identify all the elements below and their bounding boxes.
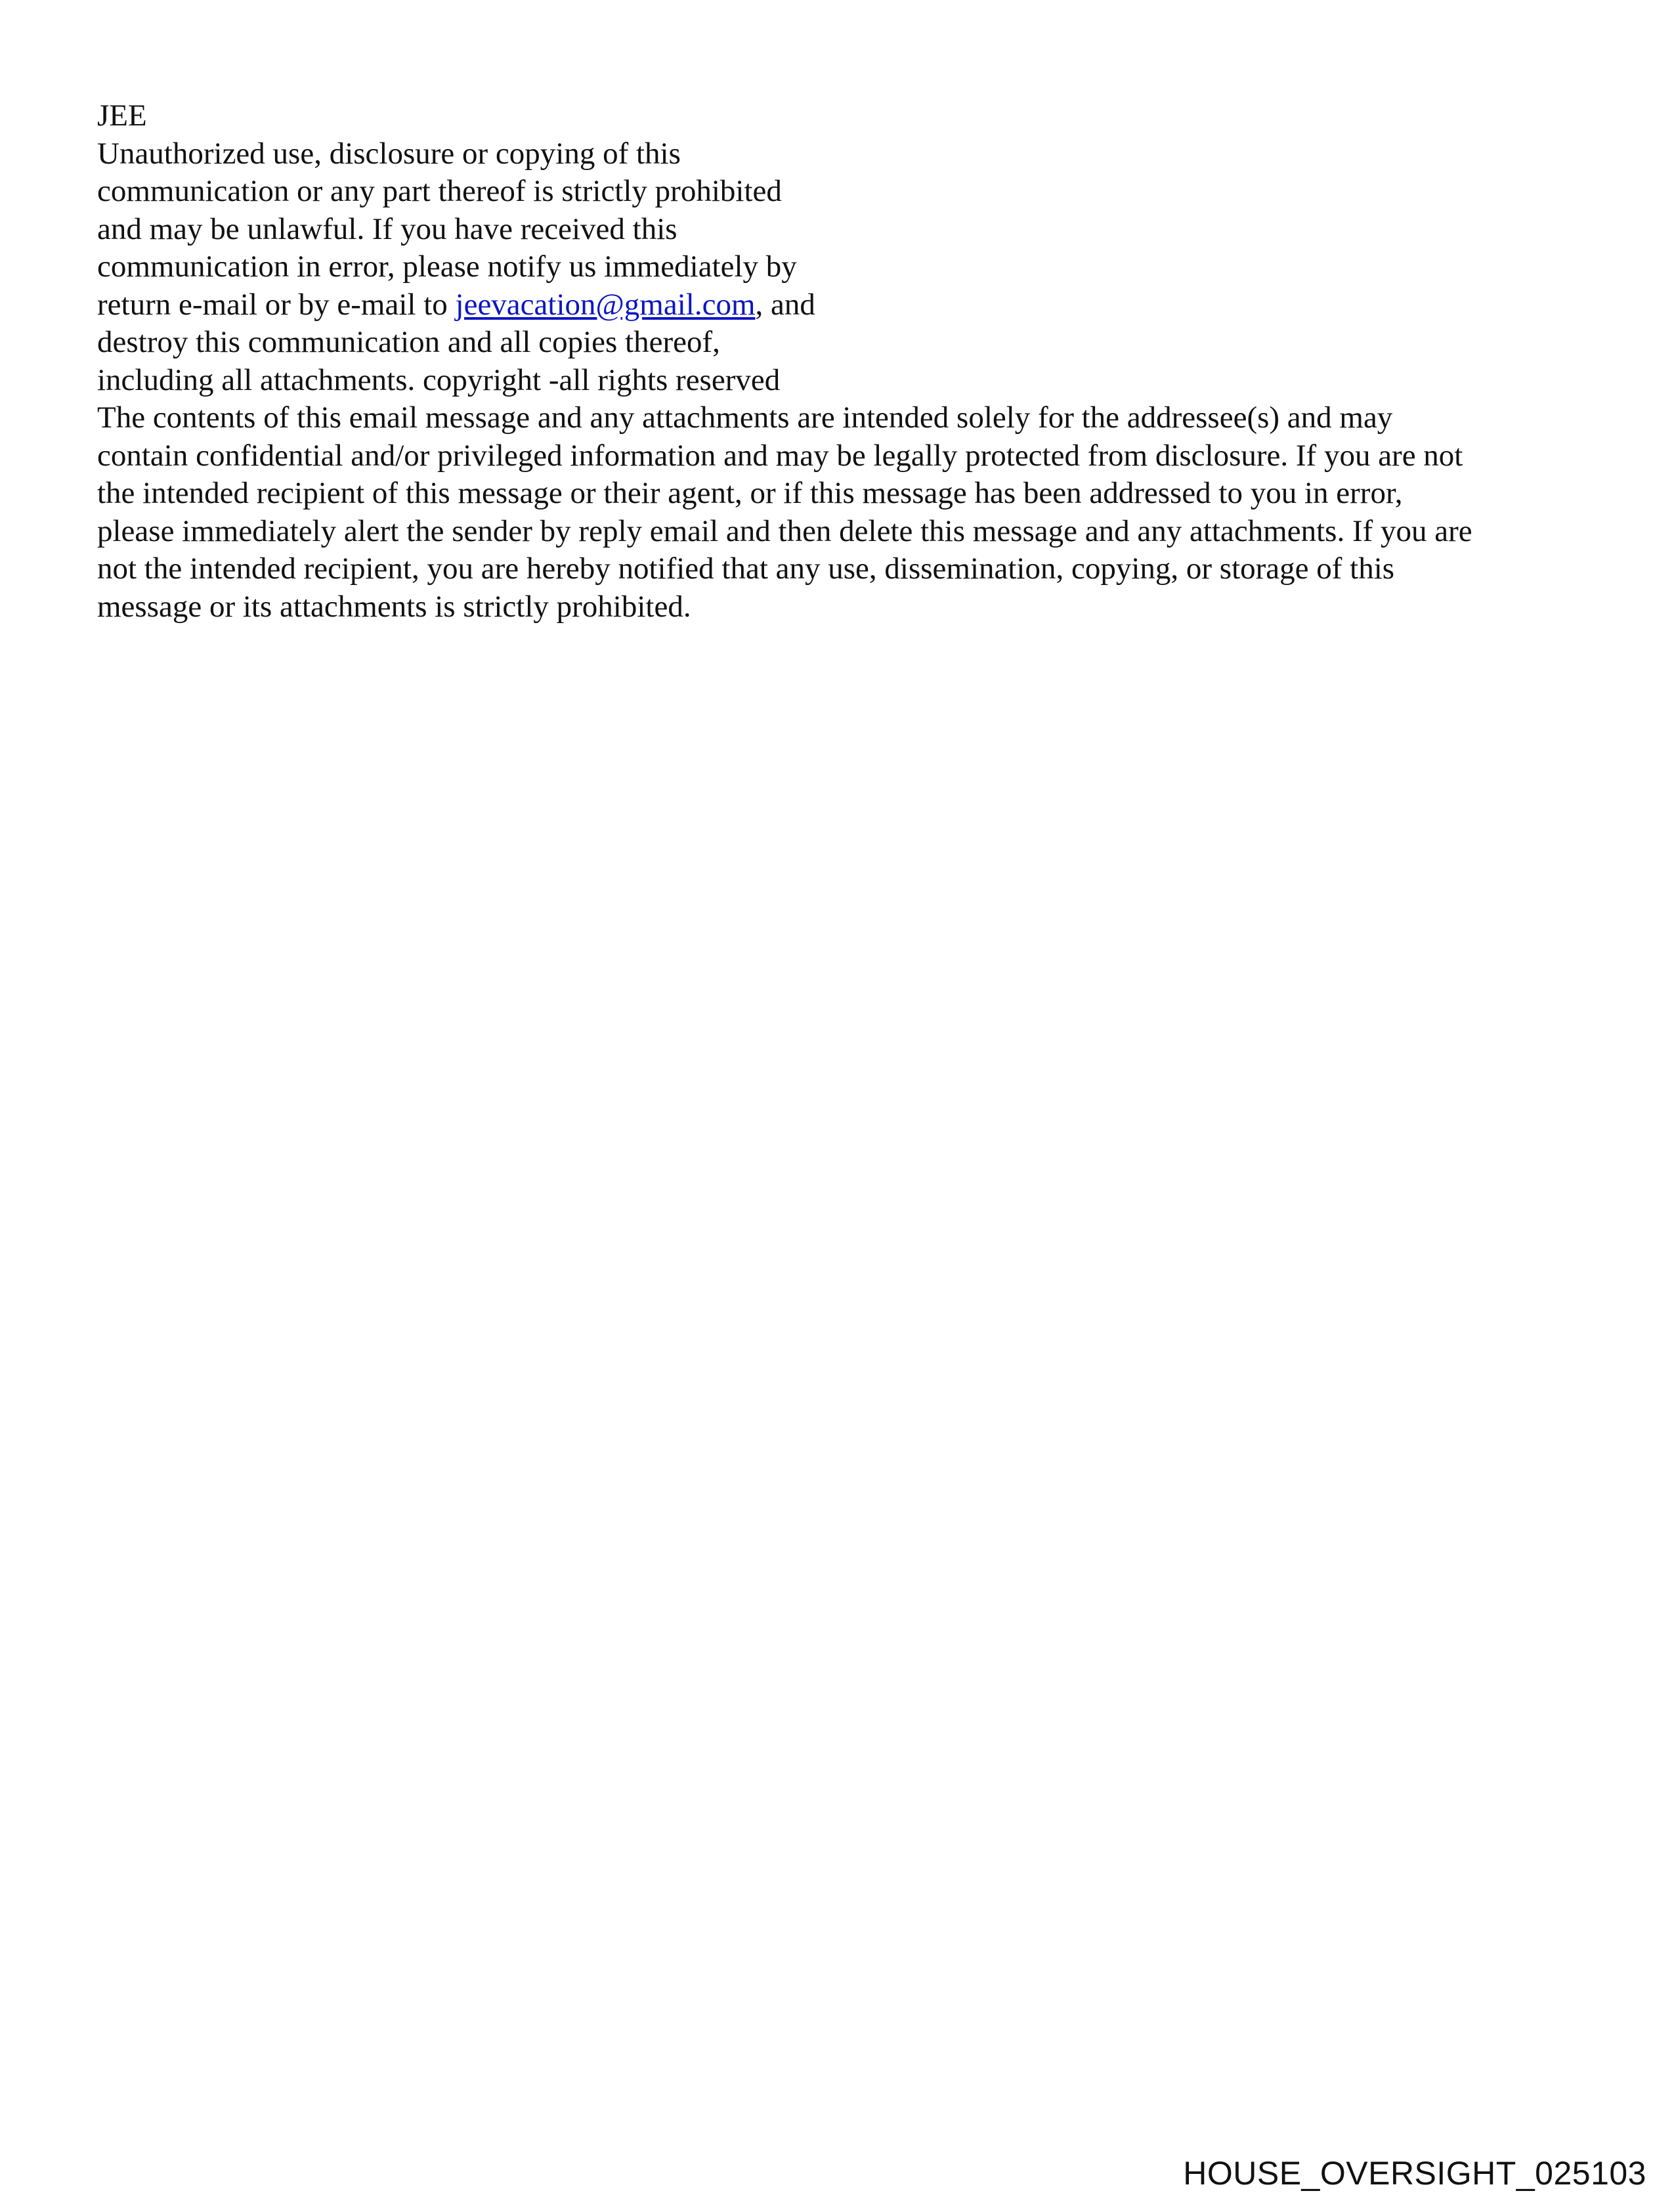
notice-line-2: communication or any part thereof is strictly prohibited — [97, 174, 782, 208]
disclaimer-line-1: The contents of this email message and any attachments are intended solely for the addressee(s) and may — [97, 401, 1393, 435]
disclaimer-line-6: message or its attachments is strictly prohibited. — [97, 589, 691, 624]
disclaimer-line-2: contain confidential and/or privileged information and may be legally protected from disclosure. If you are not — [97, 438, 1463, 473]
disclaimer-line-4: please immediately alert the sender by reply email and then delete this message and any attachments. If you are — [97, 513, 1472, 548]
notice-line-6: destroy this communication and all copies thereof, — [97, 325, 720, 359]
notice-line-5-prefix: return e-mail or by e-mail to — [97, 287, 456, 322]
disclaimer-line-5: not the intended recipient, you are hereby notified that any use, dissemination, copying, or storage of this — [97, 552, 1395, 586]
email-link[interactable]: jeevacation@gmail.com — [455, 287, 756, 322]
disclaimer-line-3: the intended recipient of this message or their agent, or if this message has been addressed to you in error, — [97, 476, 1403, 510]
bates-stamp: HOUSE_OVERSIGHT_025103 — [1183, 2155, 1646, 2192]
notice-line-5 — [97, 286, 1016, 324]
notice-line-1: Unauthorized use, disclosure or copying of this — [97, 136, 681, 171]
notice-line-3: and may be unlawful. If you have received this — [97, 211, 677, 246]
sender-initials: JEE — [97, 98, 147, 133]
email-signature-block — [97, 97, 1472, 626]
notice-line-4: communication in error, please notify us immediately by — [97, 249, 797, 284]
notice-line-7: including all attachments. copyright -all rights reserved — [97, 362, 781, 397]
notice-line-5-suffix: , and — [755, 287, 815, 322]
